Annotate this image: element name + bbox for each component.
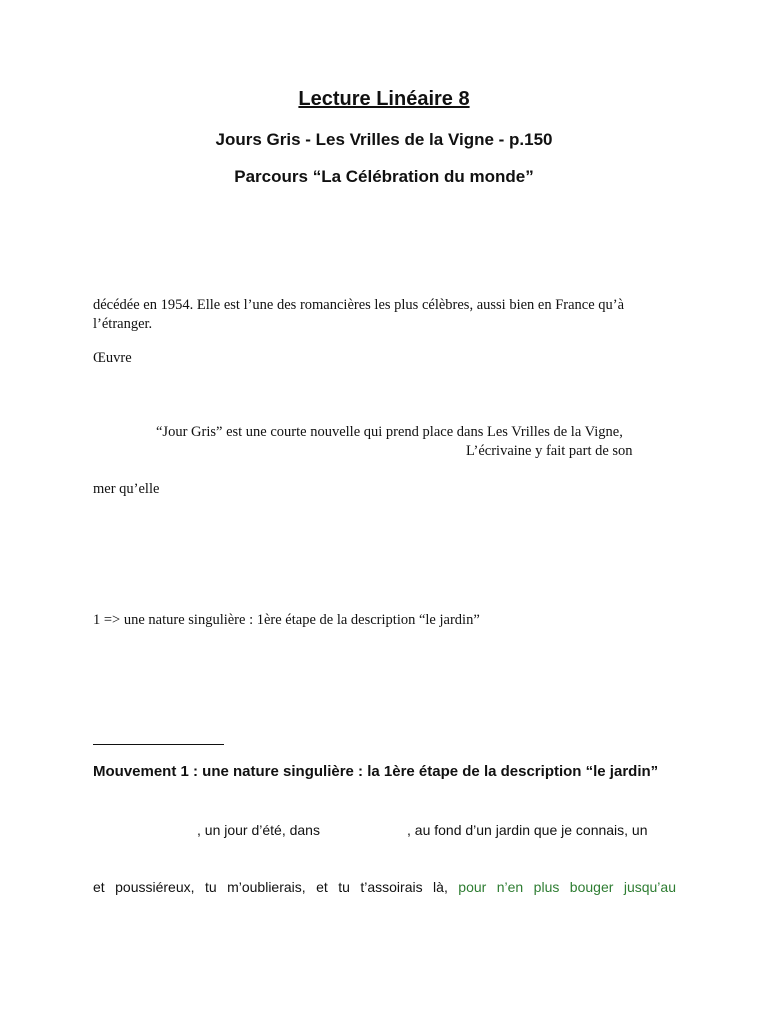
oeuvre-paragraph-line: mer qu’elle <box>93 481 160 497</box>
movement-summary: 1 => une nature singulière : 1ère étape de la description “le jardin” <box>93 612 480 628</box>
movement-heading: Mouvement 1 : une nature singulière : la 1ère étape de la description “le jardin” <box>93 763 659 780</box>
text-fragment: et poussiéreux, tu m’oublierais, et tu t’assoirais là, <box>93 879 459 895</box>
oeuvre-paragraph-line: L’écrivaine y fait part de son <box>466 443 633 459</box>
intro-paragraph-line: décédée en 1954. Elle est l’une des romancières les plus célèbres, aussi bien en France qu’à <box>93 297 625 313</box>
oeuvre-paragraph-line: “Jour Gris” est une courte nouvelle qui prend place dans Les Vrilles de la Vigne, <box>156 424 623 440</box>
text-fragment: , un jour d’été, dans <box>197 822 320 838</box>
footnote-divider <box>93 744 224 745</box>
text-line <box>93 879 676 895</box>
parcours-title: Parcours “La Célébration du monde” <box>234 167 534 186</box>
intro-paragraph-line: l’étranger. <box>93 316 153 332</box>
document-title: Lecture Linéaire 8 <box>298 88 470 110</box>
text-fragment: , au fond d’un jardin que je connais, un <box>407 822 648 838</box>
oeuvre-heading: Œuvre <box>93 350 132 366</box>
document-subtitle: Jours Gris - Les Vrilles de la Vigne - p.150 <box>215 130 553 149</box>
highlighted-text: pour n’en plus bouger jusqu’au <box>458 879 676 895</box>
